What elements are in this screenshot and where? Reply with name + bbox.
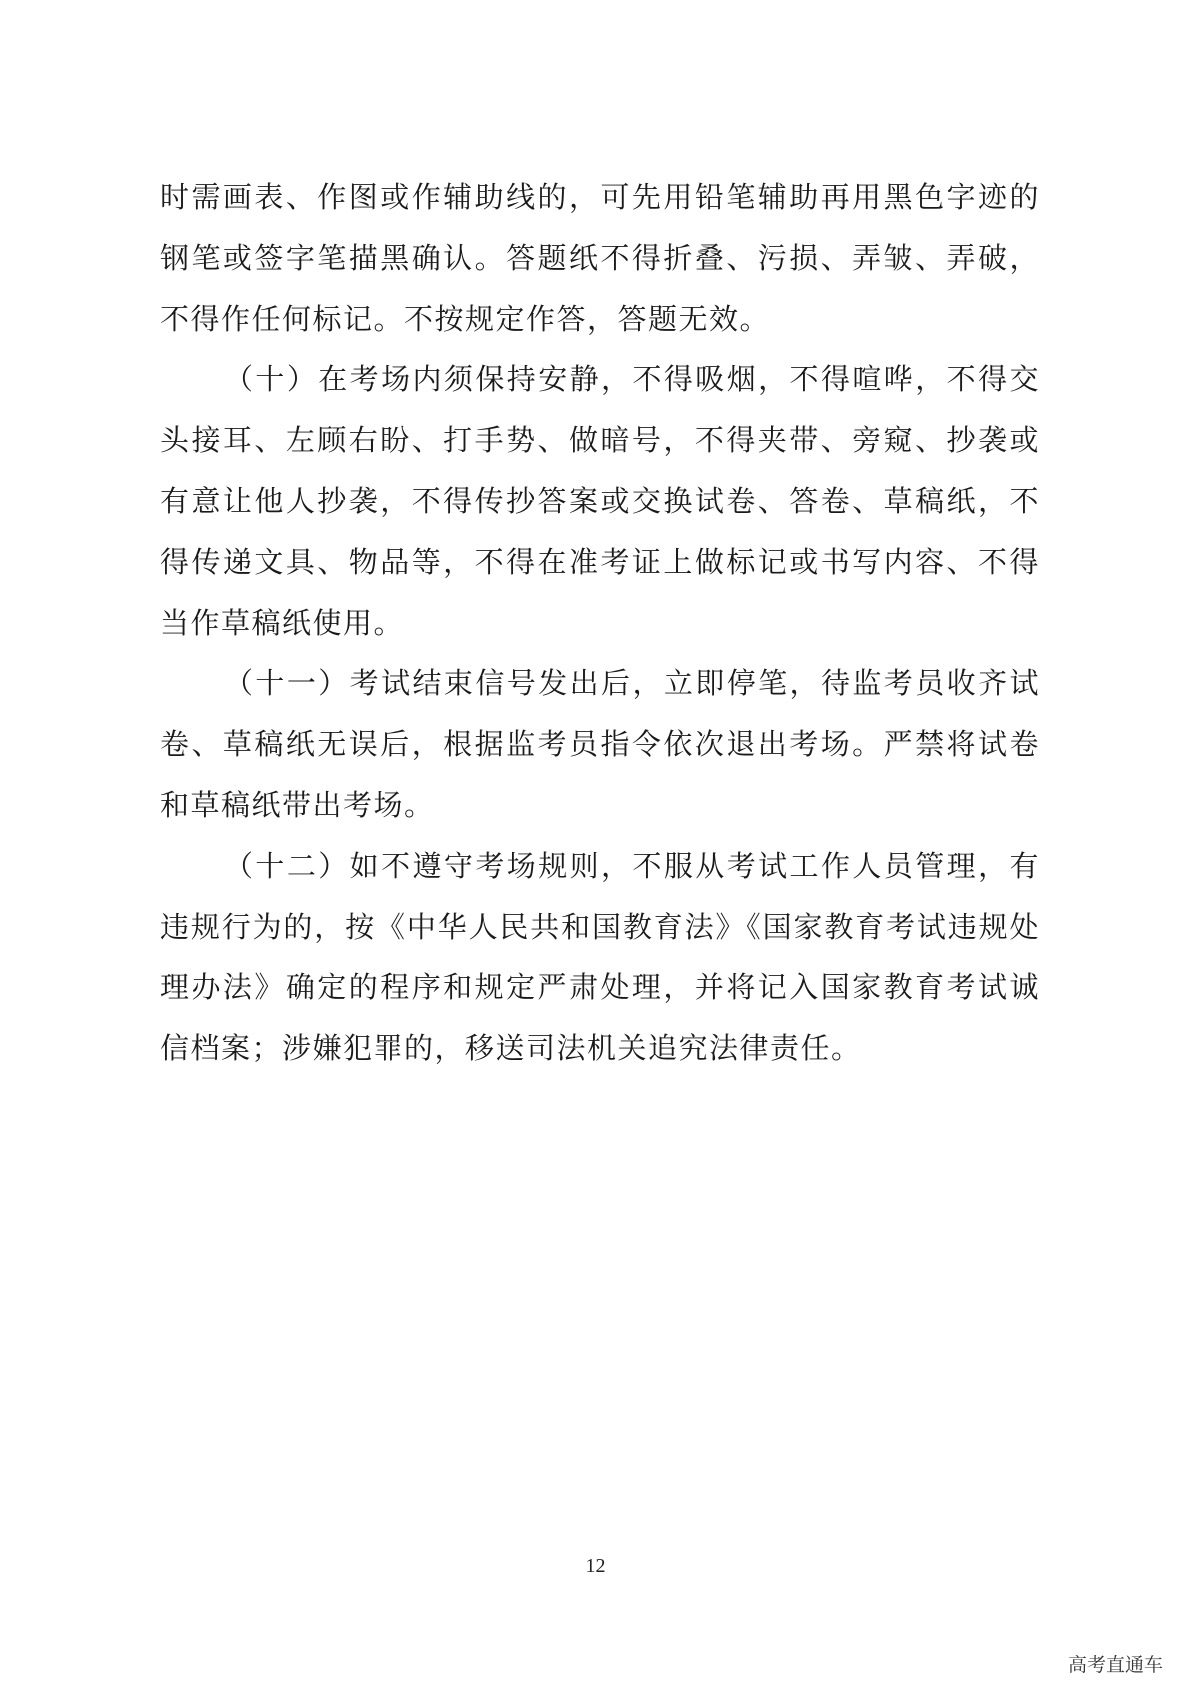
paragraph-continuation: 时需画表、作图或作辅助线的，可先用铅笔辅助再用黑色字迹的钢笔或签字笔描黑确认。答题纸不得折叠、污损、弄皱、弄破，不得作任何标记。不按规定作答，答题无效。 (160, 180, 1040, 336)
paragraph-rule-12: （十二）如不遵守考场规则，不服从考试工作人员管理，有违规行为的，按《中华人民共和国教育法》《国家教育考试违规处理办法》确定的程序和规定严肃处理，并将记入国家教育考试诚信档案；涉嫌犯罪的，移送司法机关追究法律责任。 (160, 848, 1040, 1066)
body-text (160, 167, 1040, 1079)
paragraph-rule-11: （十一）考试结束信号发出后，立即停笔，待监考员收齐试卷、草稿纸无误后，根据监考员指令依次退出考场。严禁将试卷和草稿纸带出考场。 (160, 666, 1040, 822)
paragraph-rule-10: （十）在考场内须保持安静，不得吸烟，不得喧哗，不得交头接耳、左顾右盼、打手势、做暗号，不得夹带、旁窥、抄袭或有意让他人抄袭，不得传抄答案或交换试卷、答卷、草稿纸，不得传递文具、物品等，不得在准考证上做标记或书写内容、不得当作草稿纸使用。 (160, 362, 1040, 640)
page-number: 12 (585, 1555, 606, 1577)
watermark: 高考直通车 (1067, 1654, 1163, 1676)
